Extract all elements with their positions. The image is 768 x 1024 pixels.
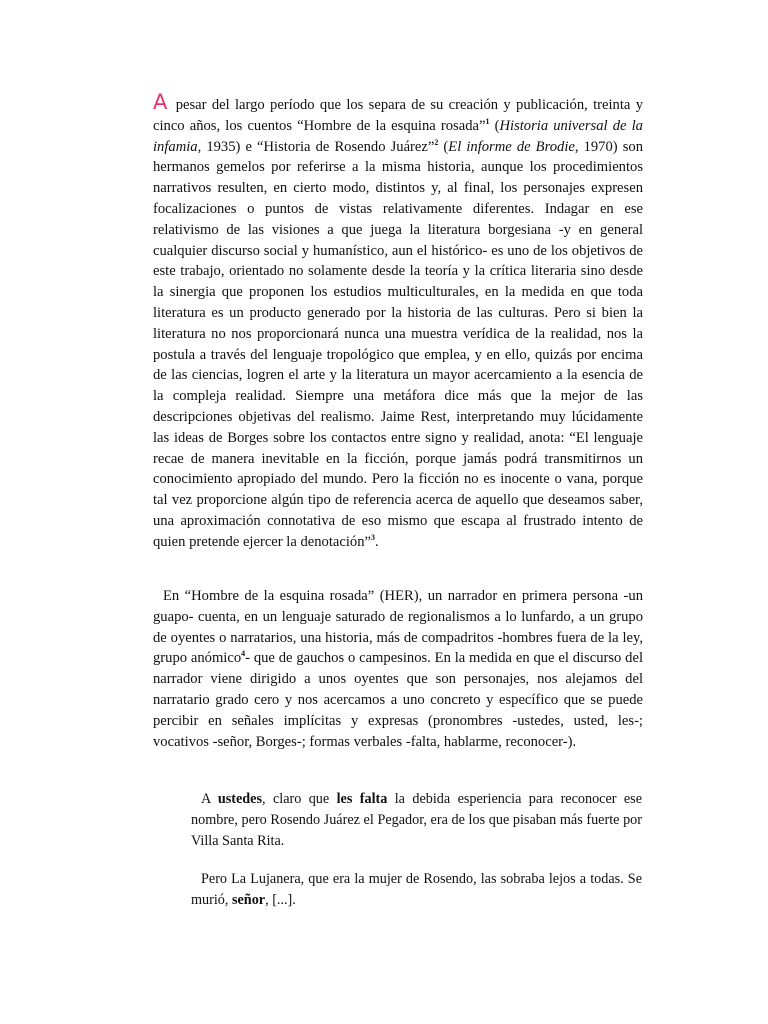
emphasis: ustedes xyxy=(217,791,263,807)
text-span: , [...]. xyxy=(265,892,296,908)
block-quote-2 xyxy=(191,869,642,911)
footnote-ref-2[interactable]: 2 xyxy=(434,137,439,147)
drop-cap: A xyxy=(153,90,168,114)
text-span: , 1970) son hermanos gemelos por referirse a la misma historia, aunque los procedimientos narrativos resulten, en cierto modo, distintos y, al final, los personajes expresen focalizaciones o puntos de vistas relativamente diferentes. Indagar en ese relativismo de las visiones a que juega la literatura borgesiana -y en general cualquier discurso social y humanístico, aun el histórico- es uno de los objetivos de este trabajo, orientado no solamente desde la teoría y la crítica literaria sino desde la sinergia que proponen los estudios multiculturales, en la medida en que toda literatura es un producto generado por la historia de las culturas. Pero si bien la literatura no nos proporcionará nunca una muestra verídica de la realidad, nos la postula a través del lenguaje tropológico que emplea, y en ello, quizás por encima de las ciencias, logren el arte y la literatura un mayor acercamiento a la esencia de la compleja realidad. Siempre una metáfora dice más que la mejor de las descripciones objetivas del realismo. Jaime Rest, interpretando muy lúcidamente las ideas de Borges sobre los contactos entre signo y realidad, anota: “El lenguaje recae de manera inevitable en la ficción, porque jamás podrá transmitirnos un conocimiento apropiado del mundo. Pero la ficción no es inocente o vana, porque tal vez proporcione algún tipo de referencia acerca de aquello que deseamos saber, una aproximación connotativa de eso mismo que escapa al frustrado intento de quien pretende ejercer la denotación” xyxy=(153,138,643,550)
book-title: El informe de Brodie xyxy=(448,138,575,155)
text-span: , claro que xyxy=(262,791,337,807)
book-title: Historia universal de la infamia xyxy=(153,117,643,155)
text-span: ( xyxy=(489,117,500,134)
emphasis: señor xyxy=(231,892,266,908)
text-span: la debida esperiencia para reconocer ese nombre, pero Rosendo Juárez el Pegador, era de los que pisaban más fuerte por Villa Santa Rita. xyxy=(191,791,642,849)
footnote-ref-4[interactable]: 4 xyxy=(241,649,246,659)
text-span: , 1935) e “Historia de Rosendo Juárez” xyxy=(197,138,435,155)
footnote-ref-1[interactable]: 1 xyxy=(485,116,490,126)
footnote-ref-3[interactable]: 3 xyxy=(370,532,375,542)
text-span: - que de gauchos o campesinos. En la medida en que el discurso del narrador viene dirigido a unos oyentes que son personajes, nos alejamos del narratario grado cero y nos acercamos a uno concreto y específico que se puede percibir en señales implícitas y expresas (pronombres -ustedes, usted, les-; vocativos -señor, Borges-; formas verbales -falta, hablarme, reconocer-). xyxy=(153,650,643,750)
text-span: ( xyxy=(438,138,449,155)
emphasis: les falta xyxy=(336,791,388,807)
block-quote-1 xyxy=(191,789,642,852)
text-span: . xyxy=(374,533,379,550)
text-span: pesar del largo período que los separa de su creación y publicación, treinta y cinco años, los cuentos “Hombre de la esquina rosada” xyxy=(153,97,643,134)
text-span: Pero La Lujanera, que era la mujer de Rosendo, las sobraba lejos a todas. Se murió, xyxy=(191,871,642,908)
paragraph-intro xyxy=(153,92,643,553)
text-span: En “Hombre de la esquina rosada” (HER), un narrador en primera persona -un guapo- cuenta, en un lenguaje saturado de regionalismos a lo lunfardo, a un grupo de oyentes o narratarios, una historia, más de compadritos -hombres fuera de la ley, grupo anómico xyxy=(153,588,643,667)
paragraph-narrator xyxy=(153,586,643,752)
text-span: A xyxy=(201,791,218,807)
